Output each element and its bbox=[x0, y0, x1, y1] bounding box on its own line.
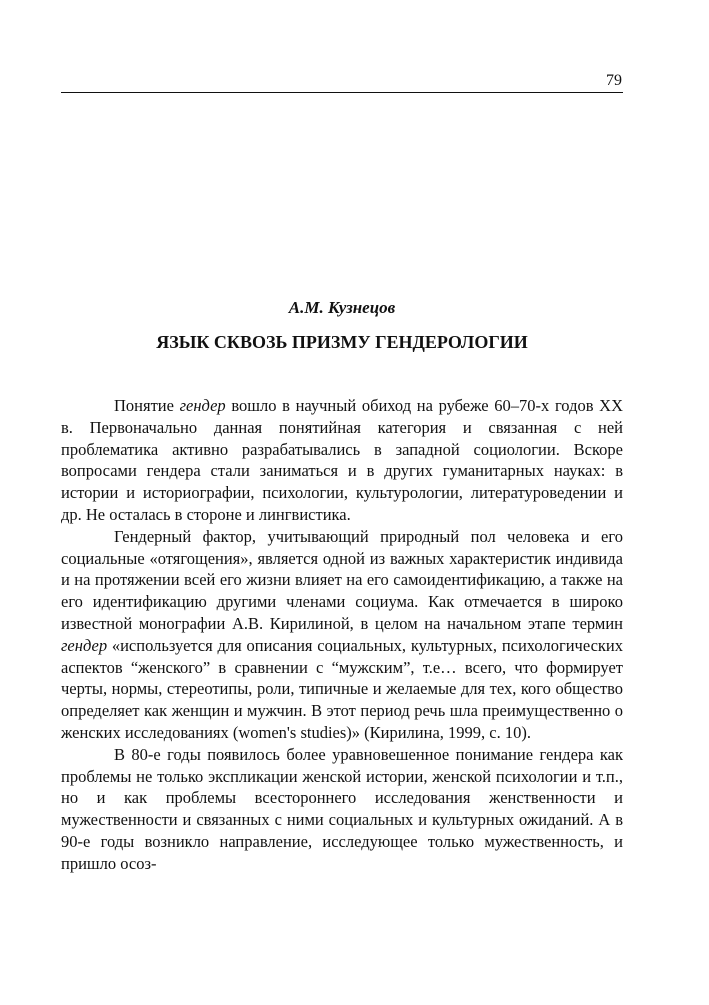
paragraph-2-text-start: Гендерный фактор, учитывающий природный пол человека и его социальные «отягощения», является одной из важных характеристик индивида и на протяжении всей его жизни влияет на его самоидентификацию, а также на его идентификацию другими членами социума. Как отмечается в широко известной монографии А.В. Кирилиной, в целом на начальном этапе термин bbox=[61, 526, 623, 633]
paragraph-2-text-rest: «используется для описания социальных, культурных, психологических аспектов “женского” в сравнении с “мужским”, т.е… всего, что формирует черты, нормы, стереотипы, роли, типичные и желаемые для тех, кого общество определяет как женщин и мужчин. В этот период речь шла преимущественно о женских исследованиях (women's studies)» (Кирилина, 1999, с. 10). bbox=[61, 635, 623, 742]
paragraph-2-term: гендер bbox=[61, 635, 108, 655]
paragraph-1 bbox=[61, 395, 623, 526]
paragraph-2 bbox=[61, 526, 623, 744]
paragraph-3-text-start: В 80-е годы появилось более уравновешенное понимание гендера как проблемы не только экспликации женской истории, женской психологии и т.п., но и как проблемы всестороннего исследования женственности и мужественности и связанных с ними социальных и культурных ожиданий. А в 90-е годы возникло направление, исследующее только мужественность, и пришло осоз- bbox=[61, 744, 623, 873]
page-number: 79 bbox=[606, 72, 622, 89]
paragraph-1-text-rest: вошло в научный обиход на рубеже 60–70-х годов XX в. Первоначально данная понятийная категория и связанная с ней проблематика активно разрабатывались в западной социологии. Вскоре вопросами гендера стали заниматься и в других гуманитарных науках: в истории и историографии, психологии, культурологии, литературоведении и др. Не осталась в стороне и лингвистика. bbox=[61, 396, 623, 524]
paragraph-3 bbox=[61, 744, 623, 875]
article-title: ЯЗЫК СКВОЗЬ ПРИЗМУ ГЕНДЕРОЛОГИИ bbox=[156, 332, 528, 352]
header-rule bbox=[61, 92, 623, 93]
article-body bbox=[61, 395, 623, 875]
author-name: А.М. Кузнецов bbox=[288, 298, 396, 317]
paragraph-1-text-start: Понятие bbox=[114, 396, 180, 415]
paragraph-1-term: гендер bbox=[179, 396, 226, 415]
